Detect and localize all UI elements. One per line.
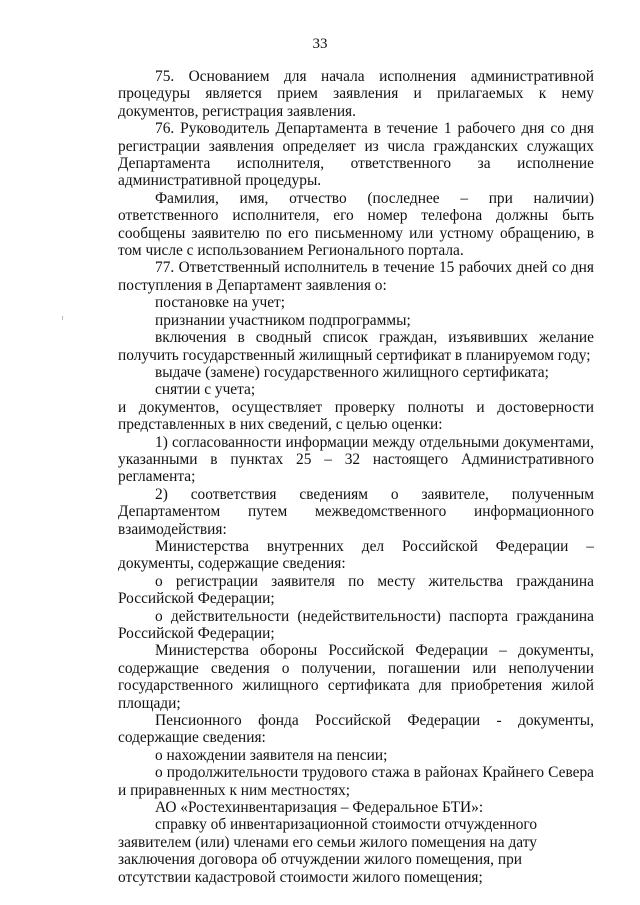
paragraph-pension-fund: Пенсионного фонда Российской Федерации - документы, содержащие сведения: xyxy=(118,712,594,747)
list-item-summary-list: включения в сводный список граждан, изъявивших желание получить государственный жилищный сертификат в планируемом году; xyxy=(118,329,594,364)
document-body xyxy=(118,68,594,886)
paragraph-77: 77. Ответственный исполнитель в течение 15 рабочих дней со дня поступления в Департамент заявления о: xyxy=(118,259,594,294)
list-item-participant: признании участником подпрограммы; xyxy=(155,311,411,329)
paragraph-responsible-executor: Фамилия, имя, отчество (последнее – при наличии) ответственного исполнителя, его номер телефона должны быть сообщены заявителю по его письменному или устному обращению, в том числе с использованием Регионального портала. xyxy=(118,189,594,260)
paragraph-mvd: Министерства внутренних дел Российской Федерации – документы, содержащие сведения: xyxy=(118,537,594,573)
list-item-passport: о действительности (недействительности) паспорта гражданина Российской Федерации; xyxy=(118,607,594,642)
paragraph-verification: и документов, осуществляет проверку полноты и достоверности представленных в них сведений, с целью оценки: xyxy=(118,398,594,434)
margin-mark xyxy=(62,316,63,320)
list-item-conformity: 2) соответствия сведениям о заявителе, полученным Департаментом путем межведомственного информационного взаимодействия: xyxy=(118,485,594,538)
paragraph-76: 76. Руководитель Департамента в течение 1 рабочего дня со дня регистрации заявления определяет из числа гражданских служащих Департамента исполнителя, ответственного за исполнение административной процедуры. xyxy=(118,120,594,190)
list-item-residence: о регистрации заявителя по месту жительства гражданина Российской Федерации; xyxy=(118,572,594,608)
list-item-inventory-certificate: справку об инвентаризационной стоимости отчужденного заявителем (или) членами его семьи жилого помещения на дату заключения договора об отчуждении жилого помещения, при отсутствии кадастровой стоимости жилого помещения; xyxy=(118,816,538,886)
list-item-work-experience: о продолжительности трудового стажа в районах Крайнего Севера и приравненных к ним местностях; xyxy=(118,764,594,799)
list-item-certificate-issue: выдаче (замене) государственного жилищного сертификата; xyxy=(155,363,549,381)
paragraph-75: 75. Основанием для начала исполнения административной процедуры является прием заявления и прилагаемых к нему документов, регистрация заявления. xyxy=(118,68,594,120)
list-item-consistency: 1) согласованности информации между отдельными документами, указанными в пунктах 25 – 32 настоящего Административного регламента; xyxy=(118,433,594,486)
paragraph-mod: Министерства обороны Российской Федерации – документы, содержащие сведения о получении, погашении или неполучении государственного жилищного сертификата для приобретения жилой площади; xyxy=(118,642,594,712)
list-item-registration: постановке на учет; xyxy=(155,294,286,312)
paragraph-bti: АО «Ростехинвентаризация – Федеральное БТИ»: xyxy=(155,799,484,817)
list-item-deregistration: снятии с учета; xyxy=(155,381,256,399)
list-item-pension: о нахождении заявителя на пенсии; xyxy=(155,746,388,764)
page-number: 33 xyxy=(312,36,328,52)
